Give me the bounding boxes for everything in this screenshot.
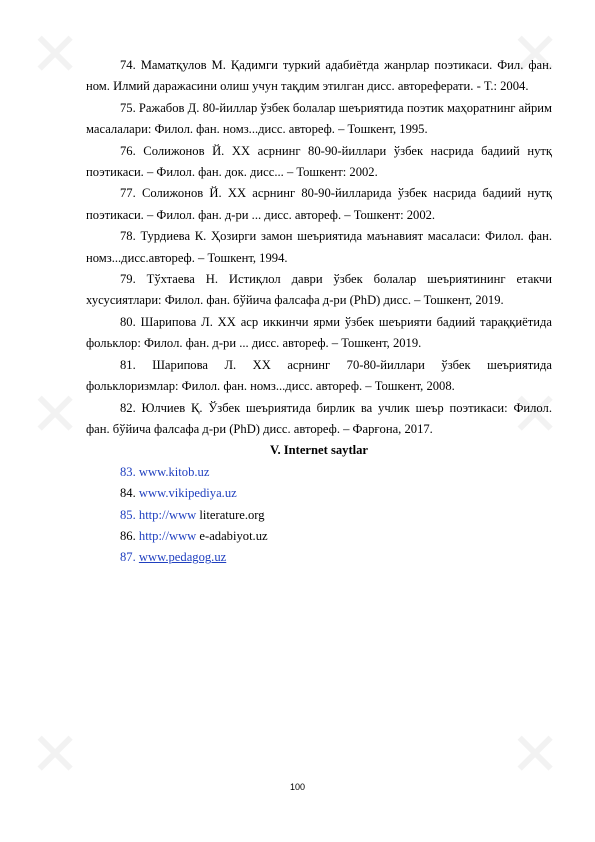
link-number: 87. xyxy=(120,550,139,565)
link[interactable]: 83. www.kitob.uz xyxy=(120,464,210,479)
link[interactable]: http://www xyxy=(138,528,197,543)
reference-entry: 74. Маматқулов М. Қадимги туркий адабиётда жанрлар поэтикаси. Фил. фан. ном. Илмий даражасини олиш учун тақдим этилган дисс. автореферати. - Т.: 2004. xyxy=(86,58,552,94)
link-text: literature.org xyxy=(196,507,265,522)
link[interactable]: www.pedagog.uz xyxy=(138,550,227,565)
reference-entry: 75. Ражабов Д. 80-йиллар ўзбек болалар шеъриятида поэтик маҳоратнинг айрим масалалари: Филол. фан. номз...дисс. автореф. – Тошкент, 1995. xyxy=(86,100,552,137)
reference-entry: 80. Шарипова Л. XX аср иккинчи ярми ўзбек шеърияти бадиий тараққиётида фольклор: Филол. фан. д-ри ... дисс. автореф. – Тошкент, 2019. xyxy=(86,314,552,351)
document-page xyxy=(86,55,552,569)
link-item xyxy=(86,483,552,504)
link-number: 86. xyxy=(120,528,139,543)
watermark-logo: ✕ xyxy=(510,380,561,450)
watermark-logo: ✕ xyxy=(30,720,81,790)
link[interactable]: www.vikipediya.uz xyxy=(138,486,237,501)
watermark-logo: ✕ xyxy=(30,380,81,450)
page-number: 100 xyxy=(289,782,306,792)
link[interactable]: 85. http://www xyxy=(120,507,197,522)
link-item xyxy=(86,505,552,526)
reference-entry: 81. Шарипова Л. XX асрнинг 70-80-йиллари ўзбек шеъриятида фольклоризмлар: Филол. фан. номз...дисс. автореф. – Тошкент, 2008. xyxy=(86,357,552,394)
watermark-logo: ✕ xyxy=(30,20,81,90)
link-item xyxy=(86,526,552,547)
reference-entry: 78. Турдиева К. Ҳозирги замон шеъриятида маънавият масаласи: Филол. фан. номз...дисс.автореф. – Тошкент, 1994. xyxy=(86,229,552,265)
link-text: e-adabiyot.uz xyxy=(196,528,268,543)
watermark-logo: ✕ xyxy=(510,20,561,90)
reference-entry: 76. Солижонов Й. XX асрнинг 80-90-йиллари ўзбек насрида бадиий нутқ поэтикаси. – Филол. фан. док. дисс... – Тошкент: 2002. xyxy=(86,143,552,180)
reference-entry: 77. Солижонов Й. XX асрнинг 80-90-йилларида ўзбек насрида бадиий нутқ поэтикаси. – Филол. фан. д-ри ... дисс. автореф. – Тошкент: 2002. xyxy=(86,186,552,222)
link-item xyxy=(86,547,552,568)
section-heading: V. Internet saytlar xyxy=(269,443,369,458)
reference-entry: 82. Юлчиев Қ. Ўзбек шеъриятида бирлик ва учлик шеър поэтикаси: Филол. фан. бўйича фалсафа д-ри (PhD) дисс. автореф. – Фарғона, 2017. xyxy=(86,400,552,436)
link-item xyxy=(86,462,552,483)
link-number: 84. xyxy=(120,486,139,501)
watermark-logo: ✕ xyxy=(510,720,561,790)
reference-entry: 79. Тўхтаева Н. Истиқлол даври ўзбек болалар шеъриятининг етакчи хусусиятлари: Филол. фан. бўйича фалсафа д-ри (PhD) дисс. – Тошкент, 2019. xyxy=(86,272,552,308)
